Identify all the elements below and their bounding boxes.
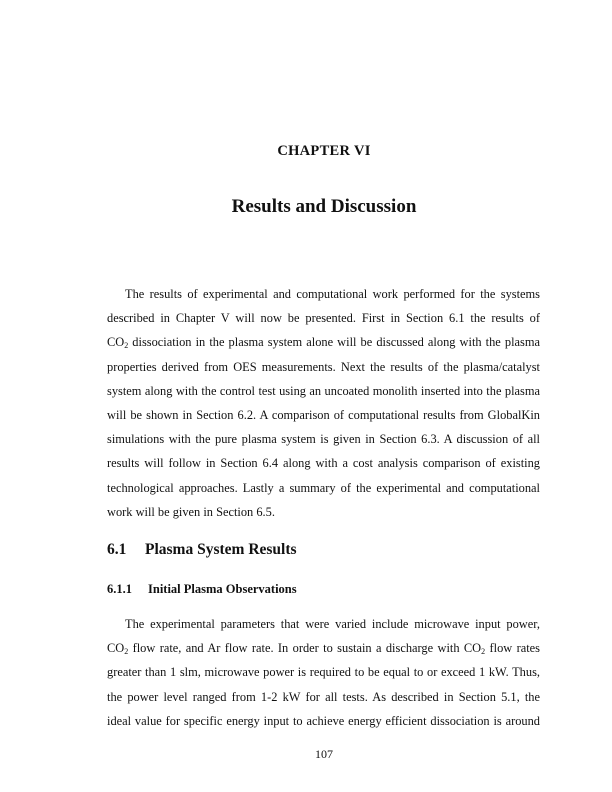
paragraph-line: properties derived from OES measurements. Next the results of the plasma/catalyst: [107, 359, 540, 374]
section-number: 6.1: [107, 541, 127, 558]
paragraph-line: $CO_2$ dissociation in the plasma system alone will be discussed along with the plasma: [107, 335, 540, 351]
paragraph-line: greater than 1 slm, microwave power is required to be equal to or exceed 1 kW. Thus,: [107, 665, 540, 680]
subsection-heading: [107, 582, 297, 597]
paragraph-line: described in Chapter V will now be presented. First in Section 6.1 the results of: [107, 311, 540, 326]
paragraph-line: ideal value for specific energy input to achieve energy efficient dissociation is around: [107, 713, 540, 728]
section-title: Plasma System Results: [145, 541, 297, 558]
paragraph-line: the power level ranged from 1-2 kW for all tests. As described in Section 5.1, the: [107, 689, 540, 704]
page-number: 107: [315, 747, 333, 761]
paragraph-line: The experimental parameters that were varied include microwave input power,: [125, 617, 540, 631]
paragraph-line: The results of experimental and computational work performed for the systems: [125, 287, 540, 301]
paragraph-line: system along with the control test using an uncoated monolith inserted into the plasma: [107, 383, 540, 398]
paragraph-line: $CO_2$ flow rate, and Ar flow rate. In order to sustain a discharge with $CO_2$ flow rates: [107, 641, 540, 657]
paragraph-line: technological approaches. Lastly a summary of the experimental and computational: [107, 480, 540, 495]
body-paragraph: [107, 612, 540, 733]
intro-paragraph: [107, 282, 540, 524]
paragraph-line: will be shown in Section 6.2. A comparison of computational results from GlobalKin: [107, 407, 540, 422]
section-heading: [107, 541, 297, 559]
paragraph-line: results will follow in Section 6.4 along with a cost analysis comparison of existing: [107, 456, 540, 471]
chapter-label: CHAPTER VI: [277, 143, 371, 159]
paragraph-line: simulations with the pure plasma system is given in Section 6.3. A discussion of all: [107, 432, 540, 447]
subsection-title: Initial Plasma Observations: [148, 582, 297, 596]
paragraph-line: work will be given in Section 6.5.: [107, 504, 275, 519]
subsection-number: 6.1.1: [107, 582, 132, 596]
chapter-title: Results and Discussion: [231, 196, 417, 217]
